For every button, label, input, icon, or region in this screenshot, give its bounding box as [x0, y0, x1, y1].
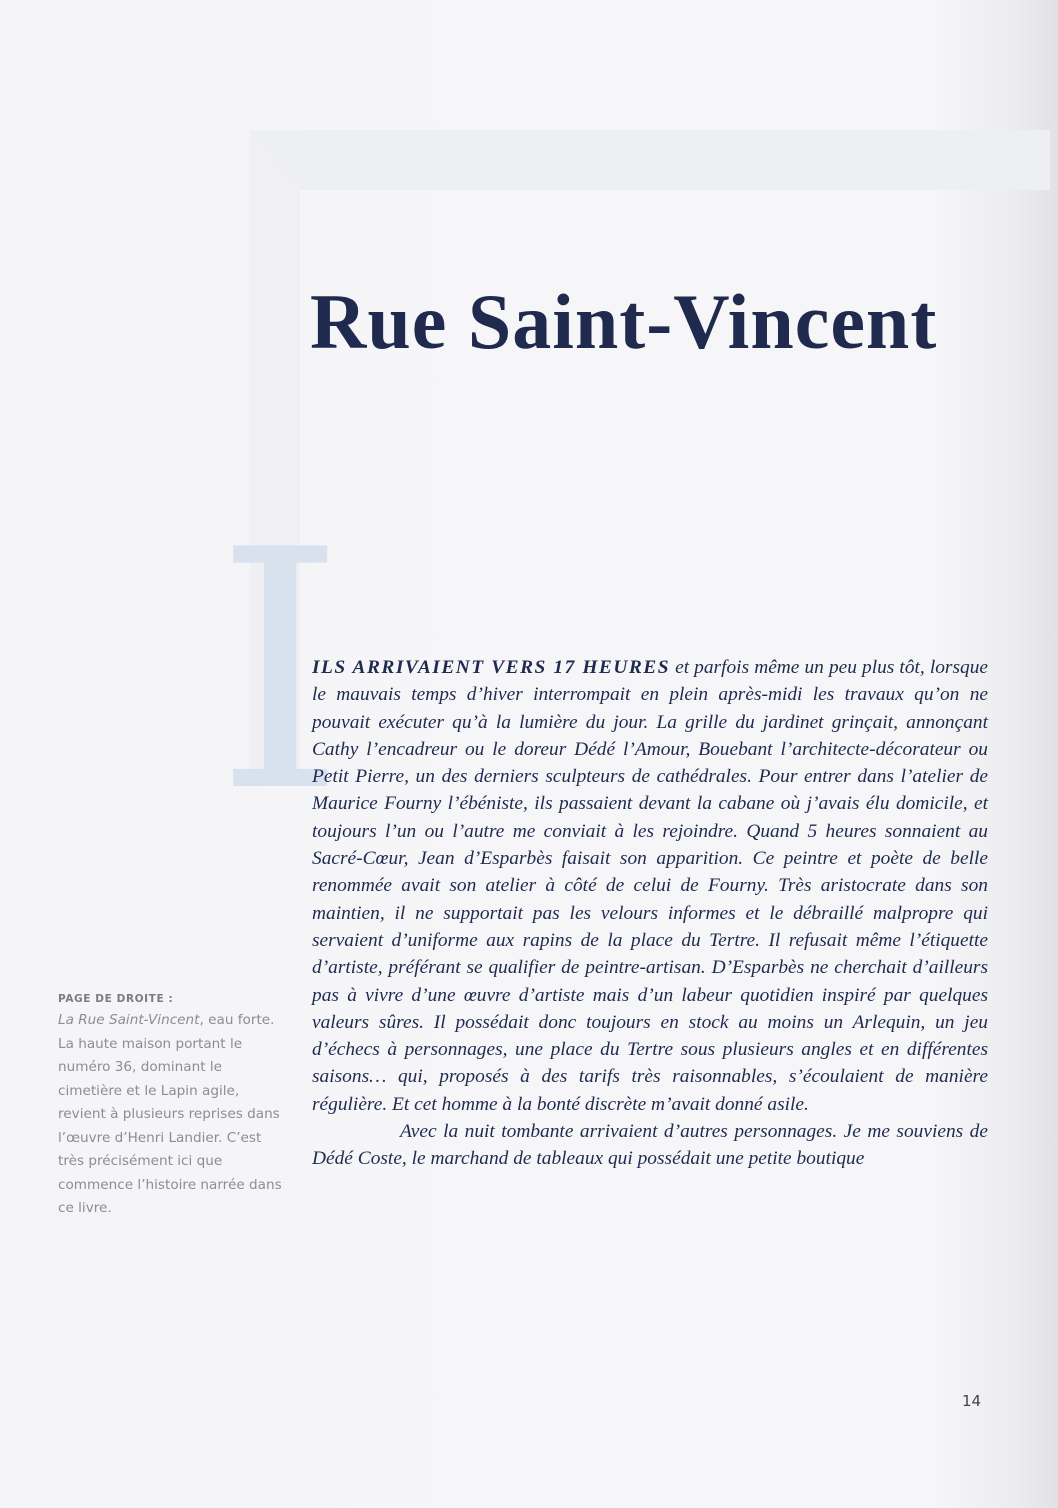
- chapter-title: Rue Saint-Vincent: [310, 278, 938, 366]
- caption-description: La haute maison portant le numéro 36, dominant le cimetière et le Lapin agile, revient à plusieurs reprises dans l’œuvre d’Henri Landier. C’est très précisément ici que commence l’histoire narrée dans ce livre.: [58, 1035, 282, 1216]
- image-caption: [58, 989, 290, 1221]
- caption-heading: PAGE DE DROITE :: [58, 993, 174, 1005]
- lead-in-caps: ILS ARRIVAIENT VERS 17 HEURES: [312, 657, 671, 678]
- drop-cap-letter: I: [215, 480, 346, 864]
- body-paragraph-2: Avec la nuit tombante arrivaient d’autres personnages. Je me souviens de Dédé Coste, le marchand de tableaux qui possédait une petite boutique: [312, 1121, 988, 1170]
- paragraph-1-text: et parfois même un peu plus tôt, lorsque le mauvais temps d’hiver interrompait en plein après-midi les travaux qu’on ne pouvait exécuter qu’à la lumière du jour. La grille du jardinet grinçait, annonçant Cathy l’encadreur ou le doreur Dédé l’Amour, Bouebant l’architecte-décorateur ou Petit Pierre, un des derniers sculpteurs de cathédrales. Pour entrer dans l’atelier de Maurice Fourny l’ébéniste, ils passaient devant la cabane où j’avais élu domicile, et toujours l’un ou l’autre me conviait à les rejoindre. Quand 5 heures sonnaient au Sacré-Cœur, Jean d’Esparbès faisait son apparition. Ce peintre et poète de belle renommée avait son atelier à côté de celui de Fourny. Très aristocrate dans son maintien, il ne supportait pas les velours informes et le débraillé malpropre qui servaient d’uniforme aux rapins de la place du Tertre. Il refusait même l’étiquette d’artiste, préférant se qualifier de peintre-artisan. D’Esparbès ne cherchait d’ailleurs pas à vivre d’une œuvre d’artiste mais d’un labeur quotidien inspiré par quelques valeurs sûres. Il possédait donc toujours en stock au moins un Arlequin, un jeu d’échecs à personnages, une place du Tertre sous plusieurs angles et en différentes saisons… qui, proposés à des tarifs très raisonnables, s’écoulaient de manière régulière. Et cet homme à la bonté discrète m’avait donné asile.: [312, 657, 988, 1115]
- body-text: [312, 654, 988, 1173]
- body-paragraph-1: [312, 654, 988, 1118]
- caption-work-line: [58, 1009, 290, 1033]
- caption-medium: , eau forte.: [199, 1012, 275, 1028]
- caption-work-title: La Rue Saint-Vincent: [58, 1012, 200, 1028]
- page-number: 14: [962, 1392, 982, 1410]
